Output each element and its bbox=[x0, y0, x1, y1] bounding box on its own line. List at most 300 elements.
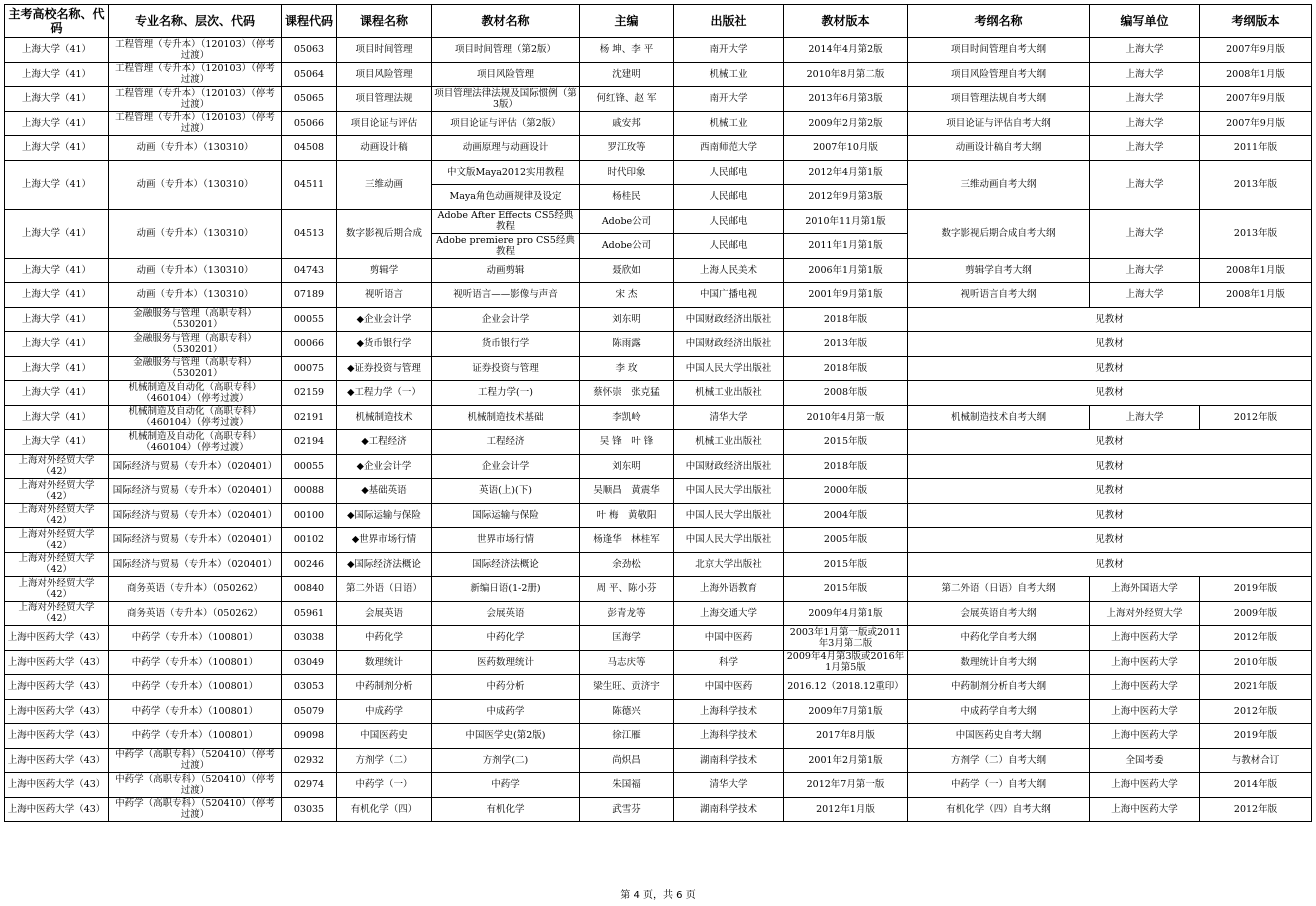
table-row bbox=[5, 430, 1312, 455]
course-name-cell: 项目论证与评估 bbox=[337, 111, 432, 136]
edition-cell: 2014年4月第2版 bbox=[784, 38, 908, 63]
publisher-cell: 中国中医药 bbox=[674, 626, 784, 651]
see-textbook-cell: 见教材 bbox=[908, 356, 1312, 381]
course-code-cell: 04743 bbox=[282, 258, 337, 283]
major-cell: 国际经济与贸易（专升本）（020401） bbox=[109, 552, 282, 577]
major-cell: 工程管理（专升本）（120103）（停考过渡） bbox=[109, 62, 282, 87]
edition-cell: 2018年版 bbox=[784, 454, 908, 479]
editor-cell: 梁生旺、贡济宇 bbox=[580, 675, 674, 700]
school-cell: 上海大学（41） bbox=[5, 307, 109, 332]
outline-unit-cell: 上海中医药大学 bbox=[1090, 724, 1200, 749]
publisher-cell: 上海科学技术 bbox=[674, 699, 784, 724]
publisher-cell: 中国财政经济出版社 bbox=[674, 454, 784, 479]
school-cell: 上海大学（41） bbox=[5, 258, 109, 283]
publisher-cell: 中国人民大学出版社 bbox=[674, 356, 784, 381]
textbook-name-cell: 企业会计学 bbox=[432, 307, 580, 332]
school-cell: 上海大学（41） bbox=[5, 136, 109, 161]
major-cell: 动画（专升本）（130310） bbox=[109, 283, 282, 308]
outline-version-cell: 2009年版 bbox=[1200, 601, 1312, 626]
school-cell: 上海对外经贸大学（42） bbox=[5, 601, 109, 626]
outline-unit-cell: 上海中医药大学 bbox=[1090, 626, 1200, 651]
textbook-name-cell: 工程力学(一) bbox=[432, 381, 580, 406]
textbook-name-cell: 国际经济法概论 bbox=[432, 552, 580, 577]
school-cell: 上海中医药大学（43） bbox=[5, 724, 109, 749]
course-code-cell: 05065 bbox=[282, 87, 337, 112]
course-code-cell: 03038 bbox=[282, 626, 337, 651]
course-code-cell: 02159 bbox=[282, 381, 337, 406]
textbook-name-cell: 中文版Maya2012实用教程 bbox=[432, 160, 580, 185]
see-textbook-cell: 见教材 bbox=[908, 454, 1312, 479]
course-code-cell: 03053 bbox=[282, 675, 337, 700]
outline-unit-cell: 上海大学 bbox=[1090, 62, 1200, 87]
school-cell: 上海大学（41） bbox=[5, 209, 109, 258]
see-textbook-cell: 见教材 bbox=[908, 307, 1312, 332]
course-name-cell: 中药学（一） bbox=[337, 773, 432, 798]
textbook-name-cell: 国际运输与保险 bbox=[432, 503, 580, 528]
editor-cell: 刘东明 bbox=[580, 454, 674, 479]
major-cell: 动画（专升本）（130310） bbox=[109, 258, 282, 283]
table-row bbox=[5, 454, 1312, 479]
textbook-name-cell: 视听语言——影像与声音 bbox=[432, 283, 580, 308]
edition-cell: 2012年7月第一版 bbox=[784, 773, 908, 798]
outline-unit-cell: 上海大学 bbox=[1090, 283, 1200, 308]
course-code-cell: 02191 bbox=[282, 405, 337, 430]
textbook-name-cell: 企业会计学 bbox=[432, 454, 580, 479]
edition-cell: 2000年版 bbox=[784, 479, 908, 504]
textbook-name-cell: 新编日语(1-2册) bbox=[432, 577, 580, 602]
textbook-name-cell: 中成药学 bbox=[432, 699, 580, 724]
major-cell: 机械制造及自动化（高职专科）（460104）（停考过渡） bbox=[109, 381, 282, 406]
publisher-cell: 清华大学 bbox=[674, 405, 784, 430]
see-textbook-cell: 见教材 bbox=[908, 430, 1312, 455]
outline-unit-cell: 上海大学 bbox=[1090, 405, 1200, 430]
school-cell: 上海大学（41） bbox=[5, 111, 109, 136]
school-cell: 上海对外经贸大学（42） bbox=[5, 577, 109, 602]
publisher-cell: 中国中医药 bbox=[674, 675, 784, 700]
editor-cell: 戚安邦 bbox=[580, 111, 674, 136]
course-code-cell: 05063 bbox=[282, 38, 337, 63]
course-name-cell: 中成药学 bbox=[337, 699, 432, 724]
publisher-cell: 南开大学 bbox=[674, 38, 784, 63]
outline-version-cell: 2014年版 bbox=[1200, 773, 1312, 798]
course-code-cell: 07189 bbox=[282, 283, 337, 308]
see-textbook-cell: 见教材 bbox=[908, 381, 1312, 406]
publisher-cell: 科学 bbox=[674, 650, 784, 675]
textbook-name-cell: 世界市场行情 bbox=[432, 528, 580, 553]
editor-cell: 杨桂民 bbox=[580, 185, 674, 210]
outline-version-cell: 2019年版 bbox=[1200, 724, 1312, 749]
textbook-name-cell: Maya角色动画规律及设定 bbox=[432, 185, 580, 210]
edition-cell: 2009年4月第3版或2016年1月第5版 bbox=[784, 650, 908, 675]
editor-cell: 朱国福 bbox=[580, 773, 674, 798]
school-cell: 上海大学（41） bbox=[5, 332, 109, 357]
course-name-cell: 第二外语（日语） bbox=[337, 577, 432, 602]
outline-unit-cell: 上海大学 bbox=[1090, 111, 1200, 136]
course-name-cell: 三维动画 bbox=[337, 160, 432, 209]
course-name-cell: ◆企业会计学 bbox=[337, 307, 432, 332]
school-cell: 上海大学（41） bbox=[5, 356, 109, 381]
header-outline-unit: 编写单位 bbox=[1090, 5, 1200, 38]
publisher-cell: 清华大学 bbox=[674, 773, 784, 798]
editor-cell: 徐江雁 bbox=[580, 724, 674, 749]
major-cell: 中药学（专升本）（100801） bbox=[109, 699, 282, 724]
major-cell: 动画（专升本）（130310） bbox=[109, 136, 282, 161]
edition-cell: 2012年4月第1版 bbox=[784, 160, 908, 185]
outline-unit-cell: 上海大学 bbox=[1090, 160, 1200, 209]
major-cell: 机械制造及自动化（高职专科）（460104）（停考过渡） bbox=[109, 430, 282, 455]
editor-cell: 杨逢华 林桂军 bbox=[580, 528, 674, 553]
outline-unit-cell: 上海中医药大学 bbox=[1090, 650, 1200, 675]
edition-cell: 2015年版 bbox=[784, 577, 908, 602]
textbook-name-cell: 中药分析 bbox=[432, 675, 580, 700]
outline-name-cell: 有机化学（四）自考大纲 bbox=[908, 797, 1090, 822]
publisher-cell: 中国财政经济出版社 bbox=[674, 307, 784, 332]
edition-cell: 2012年9月第3版 bbox=[784, 185, 908, 210]
school-cell: 上海大学（41） bbox=[5, 38, 109, 63]
editor-cell: 周 平、陈小芬 bbox=[580, 577, 674, 602]
outline-name-cell: 项目管理法规自考大纲 bbox=[908, 87, 1090, 112]
edition-cell: 2009年7月第1版 bbox=[784, 699, 908, 724]
course-code-cell: 04508 bbox=[282, 136, 337, 161]
editor-cell: 吴 锋 叶 锋 bbox=[580, 430, 674, 455]
major-cell: 动画（专升本）（130310） bbox=[109, 160, 282, 209]
table-row bbox=[5, 528, 1312, 553]
page-footer bbox=[0, 886, 1316, 901]
edition-cell: 2011年1月第1版 bbox=[784, 234, 908, 259]
course-name-cell: 中国医药史 bbox=[337, 724, 432, 749]
outline-name-cell: 剪辑学自考大纲 bbox=[908, 258, 1090, 283]
outline-name-cell: 数字影视后期合成自考大纲 bbox=[908, 209, 1090, 258]
outline-unit-cell: 上海对外经贸大学 bbox=[1090, 601, 1200, 626]
outline-version-cell: 2007年9月版 bbox=[1200, 87, 1312, 112]
footer-suffix: 页 bbox=[682, 890, 696, 901]
major-cell: 机械制造及自动化（高职专科）（460104）（停考过渡） bbox=[109, 405, 282, 430]
school-cell: 上海中医药大学（43） bbox=[5, 773, 109, 798]
table-row bbox=[5, 332, 1312, 357]
outline-version-cell: 2007年9月版 bbox=[1200, 111, 1312, 136]
editor-cell: 彭青龙等 bbox=[580, 601, 674, 626]
edition-cell: 2006年1月第1版 bbox=[784, 258, 908, 283]
outline-name-cell: 视听语言自考大纲 bbox=[908, 283, 1090, 308]
textbook-name-cell: 项目风险管理 bbox=[432, 62, 580, 87]
major-cell: 工程管理（专升本）（120103）（停考过渡） bbox=[109, 87, 282, 112]
editor-cell: Adobe公司 bbox=[580, 234, 674, 259]
publisher-cell: 机械工业 bbox=[674, 111, 784, 136]
course-name-cell: ◆企业会计学 bbox=[337, 454, 432, 479]
publisher-cell: 人民邮电 bbox=[674, 160, 784, 185]
table-row bbox=[5, 675, 1312, 700]
table-row bbox=[5, 797, 1312, 822]
table-row bbox=[5, 258, 1312, 283]
course-code-cell: 00840 bbox=[282, 577, 337, 602]
publisher-cell: 上海交通大学 bbox=[674, 601, 784, 626]
major-cell: 金融服务与管理（高职专科）（530201） bbox=[109, 356, 282, 381]
table-row bbox=[5, 748, 1312, 773]
outline-name-cell: 中药学（一）自考大纲 bbox=[908, 773, 1090, 798]
publisher-cell: 西南师范大学 bbox=[674, 136, 784, 161]
edition-cell: 2015年版 bbox=[784, 552, 908, 577]
major-cell: 工程管理（专升本）（120103）（停考过渡） bbox=[109, 111, 282, 136]
table-row bbox=[5, 136, 1312, 161]
editor-cell: 罗江玫等 bbox=[580, 136, 674, 161]
textbook-name-cell: 证券投资与管理 bbox=[432, 356, 580, 381]
table-row bbox=[5, 626, 1312, 651]
footer-middle: 页，共 bbox=[639, 890, 677, 901]
outline-unit-cell: 上海大学 bbox=[1090, 87, 1200, 112]
course-code-cell: 02974 bbox=[282, 773, 337, 798]
outline-version-cell: 2013年版 bbox=[1200, 160, 1312, 209]
outline-unit-cell: 上海外国语大学 bbox=[1090, 577, 1200, 602]
outline-name-cell: 数理统计自考大纲 bbox=[908, 650, 1090, 675]
course-code-cell: 05961 bbox=[282, 601, 337, 626]
course-name-cell: 项目管理法规 bbox=[337, 87, 432, 112]
school-cell: 上海大学（41） bbox=[5, 405, 109, 430]
outline-version-cell: 2008年1月版 bbox=[1200, 283, 1312, 308]
major-cell: 中药学（高职专科）（520410）（停考过渡） bbox=[109, 748, 282, 773]
course-name-cell: ◆国际运输与保险 bbox=[337, 503, 432, 528]
publisher-cell: 机械工业出版社 bbox=[674, 430, 784, 455]
outline-name-cell: 项目论证与评估自考大纲 bbox=[908, 111, 1090, 136]
course-code-cell: 00055 bbox=[282, 454, 337, 479]
course-code-cell: 00066 bbox=[282, 332, 337, 357]
table-row bbox=[5, 773, 1312, 798]
editor-cell: 武雪芬 bbox=[580, 797, 674, 822]
major-cell: 金融服务与管理（高职专科）（530201） bbox=[109, 332, 282, 357]
course-code-cell: 05079 bbox=[282, 699, 337, 724]
textbook-name-cell: 中国医学史(第2版) bbox=[432, 724, 580, 749]
edition-cell: 2012年1月版 bbox=[784, 797, 908, 822]
outline-version-cell: 2019年版 bbox=[1200, 577, 1312, 602]
edition-cell: 2009年4月第1版 bbox=[784, 601, 908, 626]
header-course-name: 课程名称 bbox=[337, 5, 432, 38]
table-row bbox=[5, 38, 1312, 63]
course-name-cell: ◆工程力学（一） bbox=[337, 381, 432, 406]
table-row bbox=[5, 381, 1312, 406]
outline-name-cell: 三维动画自考大纲 bbox=[908, 160, 1090, 209]
editor-cell: 吴顺昌 黄震华 bbox=[580, 479, 674, 504]
course-code-cell: 00055 bbox=[282, 307, 337, 332]
school-cell: 上海对外经贸大学（42） bbox=[5, 503, 109, 528]
outline-name-cell: 项目风险管理自考大纲 bbox=[908, 62, 1090, 87]
course-name-cell: 方剂学（二） bbox=[337, 748, 432, 773]
textbook-name-cell: Adobe After Effects CS5经典教程 bbox=[432, 209, 580, 234]
course-name-cell: ◆货币银行学 bbox=[337, 332, 432, 357]
major-cell: 金融服务与管理（高职专科）（530201） bbox=[109, 307, 282, 332]
header-major: 专业名称、层次、代码 bbox=[109, 5, 282, 38]
outline-version-cell: 2012年版 bbox=[1200, 699, 1312, 724]
header-course-code: 课程代码 bbox=[282, 5, 337, 38]
textbook-name-cell: Adobe premiere pro CS5经典教程 bbox=[432, 234, 580, 259]
textbook-name-cell: 中药学 bbox=[432, 773, 580, 798]
publisher-cell: 上海外语教育 bbox=[674, 577, 784, 602]
see-textbook-cell: 见教材 bbox=[908, 528, 1312, 553]
outline-name-cell: 会展英语自考大纲 bbox=[908, 601, 1090, 626]
outline-name-cell: 中药化学自考大纲 bbox=[908, 626, 1090, 651]
course-name-cell: 项目时间管理 bbox=[337, 38, 432, 63]
see-textbook-cell: 见教材 bbox=[908, 552, 1312, 577]
outline-version-cell: 2008年1月版 bbox=[1200, 62, 1312, 87]
outline-name-cell: 项目时间管理自考大纲 bbox=[908, 38, 1090, 63]
publisher-cell: 人民邮电 bbox=[674, 234, 784, 259]
header-row bbox=[5, 5, 1312, 38]
editor-cell: 宋 杰 bbox=[580, 283, 674, 308]
major-cell: 动画（专升本）（130310） bbox=[109, 209, 282, 258]
outline-name-cell: 第二外语（日语）自考大纲 bbox=[908, 577, 1090, 602]
school-cell: 上海对外经贸大学（42） bbox=[5, 552, 109, 577]
header-school: 主考高校名称、代码 bbox=[5, 5, 109, 38]
edition-cell: 2017年8月版 bbox=[784, 724, 908, 749]
course-code-cell: 00100 bbox=[282, 503, 337, 528]
edition-cell: 2016.12（2018.12重印） bbox=[784, 675, 908, 700]
editor-cell: 余劲松 bbox=[580, 552, 674, 577]
edition-cell: 2009年2月第2版 bbox=[784, 111, 908, 136]
major-cell: 工程管理（专升本）（120103）（停考过渡） bbox=[109, 38, 282, 63]
editor-cell: Adobe公司 bbox=[580, 209, 674, 234]
major-cell: 中药学（专升本）（100801） bbox=[109, 724, 282, 749]
textbook-name-cell: 项目论证与评估（第2版） bbox=[432, 111, 580, 136]
see-textbook-cell: 见教材 bbox=[908, 332, 1312, 357]
editor-cell: 马志庆等 bbox=[580, 650, 674, 675]
outline-name-cell: 中成药学自考大纲 bbox=[908, 699, 1090, 724]
course-name-cell: ◆世界市场行情 bbox=[337, 528, 432, 553]
outline-unit-cell: 上海中医药大学 bbox=[1090, 773, 1200, 798]
major-cell: 国际经济与贸易（专升本）（020401） bbox=[109, 528, 282, 553]
table-row bbox=[5, 577, 1312, 602]
textbook-name-cell: 工程经济 bbox=[432, 430, 580, 455]
publisher-cell: 中国人民大学出版社 bbox=[674, 503, 784, 528]
editor-cell: 叶 梅 黄敬阳 bbox=[580, 503, 674, 528]
editor-cell: 李凯岭 bbox=[580, 405, 674, 430]
table-row bbox=[5, 87, 1312, 112]
major-cell: 国际经济与贸易（专升本）（020401） bbox=[109, 454, 282, 479]
header-edition: 教材版本 bbox=[784, 5, 908, 38]
outline-name-cell: 动画设计稿自考大纲 bbox=[908, 136, 1090, 161]
publisher-cell: 中国财政经济出版社 bbox=[674, 332, 784, 357]
see-textbook-cell: 见教材 bbox=[908, 503, 1312, 528]
school-cell: 上海大学（41） bbox=[5, 160, 109, 209]
table-row bbox=[5, 160, 1312, 185]
textbook-name-cell: 方剂学(二) bbox=[432, 748, 580, 773]
textbook-name-cell: 动画原理与动画设计 bbox=[432, 136, 580, 161]
publisher-cell: 湖南科学技术 bbox=[674, 748, 784, 773]
edition-cell: 2008年版 bbox=[784, 381, 908, 406]
edition-cell: 2018年版 bbox=[784, 356, 908, 381]
table-row bbox=[5, 601, 1312, 626]
footer-page-number: 4 bbox=[633, 890, 640, 901]
edition-cell: 2010年4月第一版 bbox=[784, 405, 908, 430]
major-cell: 中药学（专升本）（100801） bbox=[109, 650, 282, 675]
editor-cell: 尚炽昌 bbox=[580, 748, 674, 773]
publisher-cell: 人民邮电 bbox=[674, 185, 784, 210]
major-cell: 中药学（高职专科）（520410）（停考过渡） bbox=[109, 797, 282, 822]
edition-cell: 2015年版 bbox=[784, 430, 908, 455]
school-cell: 上海中医药大学（43） bbox=[5, 650, 109, 675]
header-editor: 主编 bbox=[580, 5, 674, 38]
textbook-name-cell: 动画剪辑 bbox=[432, 258, 580, 283]
edition-cell: 2001年9月第1版 bbox=[784, 283, 908, 308]
publisher-cell: 北京大学出版社 bbox=[674, 552, 784, 577]
school-cell: 上海大学（41） bbox=[5, 381, 109, 406]
course-name-cell: 视听语言 bbox=[337, 283, 432, 308]
table-row bbox=[5, 552, 1312, 577]
editor-cell: 时代印象 bbox=[580, 160, 674, 185]
header-textbook: 教材名称 bbox=[432, 5, 580, 38]
textbook-name-cell: 项目时间管理（第2版） bbox=[432, 38, 580, 63]
major-cell: 商务英语（专升本）（050262） bbox=[109, 601, 282, 626]
textbook-name-cell: 中药化学 bbox=[432, 626, 580, 651]
outline-unit-cell: 全国考委 bbox=[1090, 748, 1200, 773]
outline-version-cell: 2011年版 bbox=[1200, 136, 1312, 161]
school-cell: 上海中医药大学（43） bbox=[5, 675, 109, 700]
publisher-cell: 中国人民大学出版社 bbox=[674, 528, 784, 553]
see-textbook-cell: 见教材 bbox=[908, 479, 1312, 504]
outline-unit-cell: 上海大学 bbox=[1090, 209, 1200, 258]
editor-cell: 匡海学 bbox=[580, 626, 674, 651]
editor-cell: 聂欣如 bbox=[580, 258, 674, 283]
table-row bbox=[5, 699, 1312, 724]
outline-name-cell: 机械制造技术自考大纲 bbox=[908, 405, 1090, 430]
course-code-cell: 05066 bbox=[282, 111, 337, 136]
header-publisher: 出版社 bbox=[674, 5, 784, 38]
textbook-name-cell: 会展英语 bbox=[432, 601, 580, 626]
course-code-cell: 09098 bbox=[282, 724, 337, 749]
table-row bbox=[5, 650, 1312, 675]
publisher-cell: 中国广播电视 bbox=[674, 283, 784, 308]
school-cell: 上海大学（41） bbox=[5, 283, 109, 308]
course-code-cell: 00102 bbox=[282, 528, 337, 553]
edition-cell: 2004年版 bbox=[784, 503, 908, 528]
outline-unit-cell: 上海大学 bbox=[1090, 38, 1200, 63]
school-cell: 上海大学（41） bbox=[5, 62, 109, 87]
course-name-cell: ◆工程经济 bbox=[337, 430, 432, 455]
outline-version-cell: 2012年版 bbox=[1200, 405, 1312, 430]
table-row bbox=[5, 111, 1312, 136]
publisher-cell: 机械工业出版社 bbox=[674, 381, 784, 406]
major-cell: 中药学（高职专科）（520410）（停考过渡） bbox=[109, 773, 282, 798]
footer-page-total: 6 bbox=[676, 890, 683, 901]
editor-cell: 何红锋、赵 军 bbox=[580, 87, 674, 112]
table-row bbox=[5, 62, 1312, 87]
editor-cell: 陈雨露 bbox=[580, 332, 674, 357]
textbook-name-cell: 有机化学 bbox=[432, 797, 580, 822]
course-name-cell: 数字影视后期合成 bbox=[337, 209, 432, 258]
outline-unit-cell: 上海中医药大学 bbox=[1090, 797, 1200, 822]
outline-version-cell: 2008年1月版 bbox=[1200, 258, 1312, 283]
editor-cell: 蔡怀崇 张克猛 bbox=[580, 381, 674, 406]
header-outline-version: 考纲版本 bbox=[1200, 5, 1312, 38]
exam-textbook-table bbox=[4, 4, 1312, 822]
edition-cell: 2007年10月版 bbox=[784, 136, 908, 161]
course-code-cell: 04513 bbox=[282, 209, 337, 258]
major-cell: 国际经济与贸易（专升本）（020401） bbox=[109, 479, 282, 504]
course-name-cell: 有机化学（四） bbox=[337, 797, 432, 822]
outline-name-cell: 中药制剂分析自考大纲 bbox=[908, 675, 1090, 700]
edition-cell: 2001年2月第1版 bbox=[784, 748, 908, 773]
outline-version-cell: 2013年版 bbox=[1200, 209, 1312, 258]
outline-version-cell: 2021年版 bbox=[1200, 675, 1312, 700]
school-cell: 上海中医药大学（43） bbox=[5, 699, 109, 724]
editor-cell: 李 玫 bbox=[580, 356, 674, 381]
edition-cell: 2018年版 bbox=[784, 307, 908, 332]
school-cell: 上海中医药大学（43） bbox=[5, 797, 109, 822]
edition-cell: 2005年版 bbox=[784, 528, 908, 553]
course-name-cell: 数理统计 bbox=[337, 650, 432, 675]
outline-unit-cell: 上海中医药大学 bbox=[1090, 699, 1200, 724]
table-row bbox=[5, 283, 1312, 308]
course-code-cell: 00246 bbox=[282, 552, 337, 577]
course-code-cell: 05064 bbox=[282, 62, 337, 87]
table-body bbox=[5, 38, 1312, 822]
